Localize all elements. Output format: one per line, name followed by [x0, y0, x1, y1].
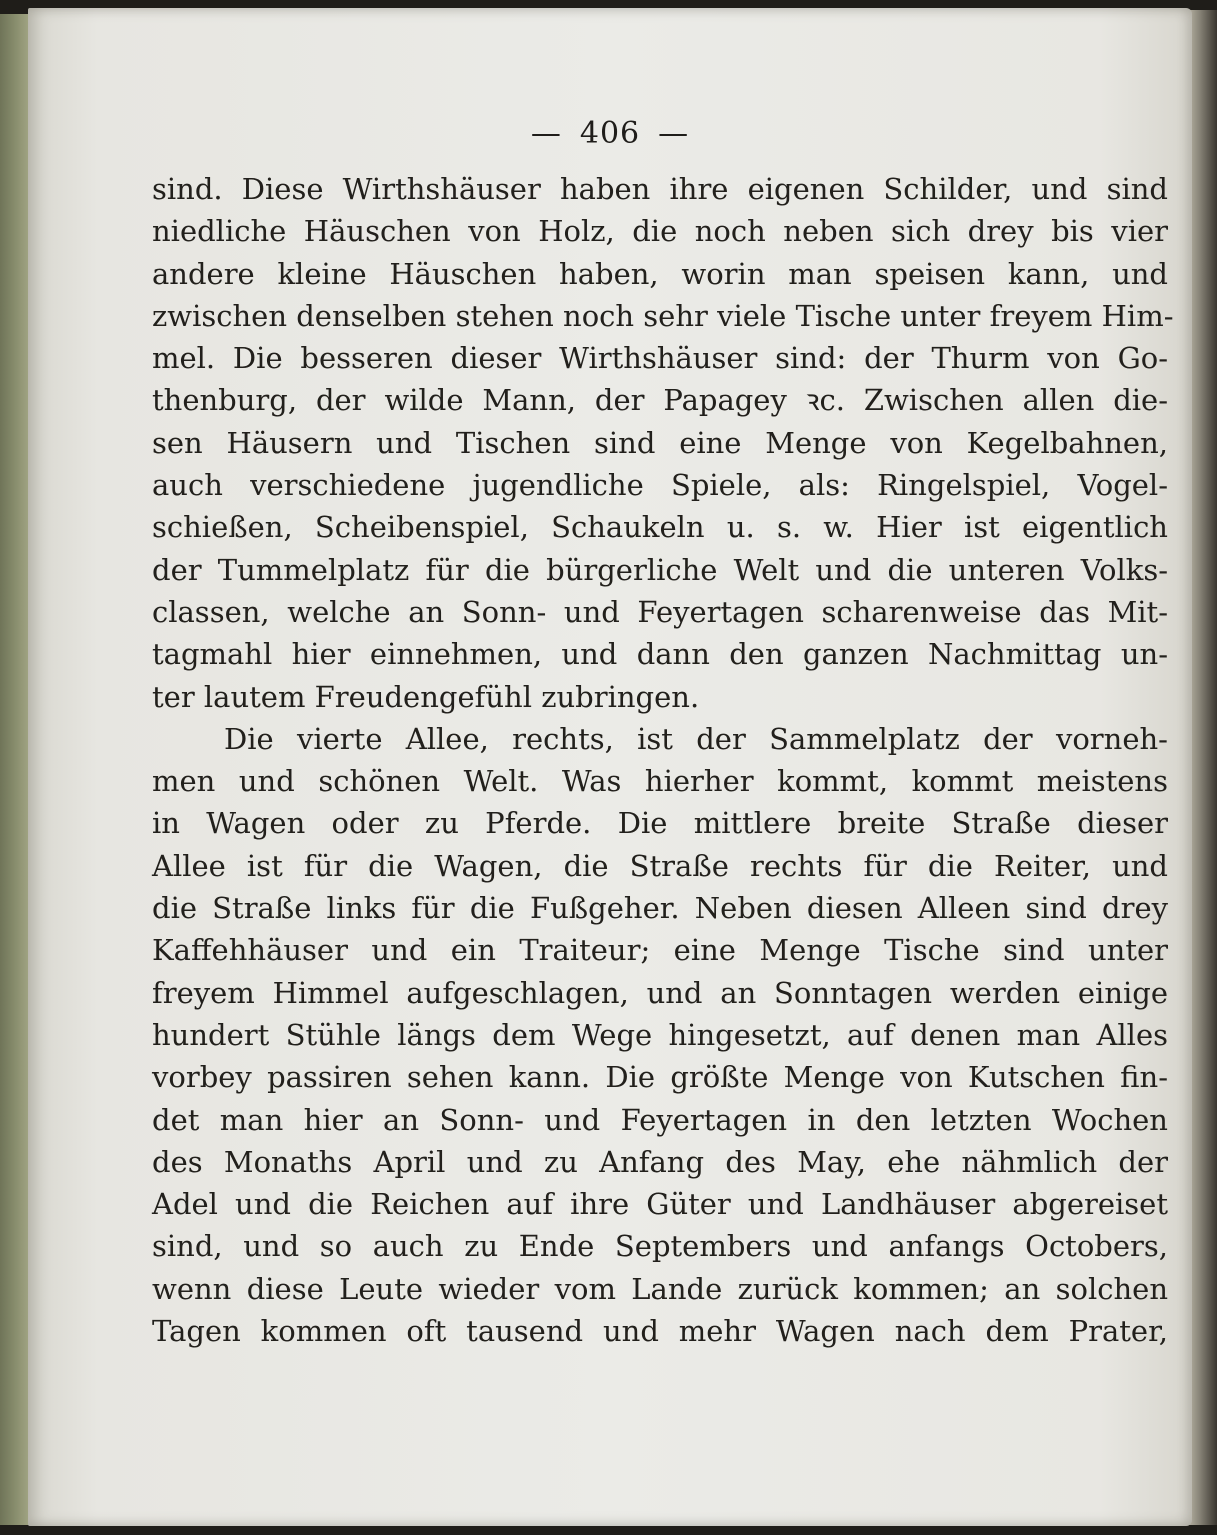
text-line: vorbey passiren sehen kann. Die größte Menge von Kutschen fin- — [152, 1060, 1168, 1095]
text-line: andere kleine Häuschen haben, worin man speisen kann, und — [152, 256, 1168, 291]
text-line: sen Häusern und Tischen sind eine Menge von Kegelbahnen, — [152, 425, 1168, 460]
text-line: ter lautem Freudengefühl zubringen. — [152, 679, 700, 714]
paragraph — [152, 168, 1174, 718]
text-line: sind, und so auch zu Ende Septembers und anfangs Octobers, — [152, 1229, 1168, 1264]
text-line: in Wagen oder zu Pferde. Die mittlere breite Straße dieser — [152, 806, 1168, 841]
text-line: Allee ist für die Wagen, die Straße rechts für die Reiter, und — [152, 848, 1168, 883]
text-line: hundert Stühle längs dem Wege hingesetzt, auf denen man Alles — [152, 1017, 1168, 1052]
text-line: tagmahl hier einnehmen, und dann den ganzen Nachmittag un- — [152, 637, 1168, 672]
text-line: auch verschiedene jugendliche Spiele, als: Ringelspiel, Vogel- — [152, 468, 1168, 503]
page-number — [28, 116, 1192, 151]
body-text — [152, 168, 1174, 1352]
text-line: niedliche Häuschen von Holz, die noch neben sich drey bis vier — [152, 214, 1168, 249]
page-number-dash-right: — — [658, 116, 690, 151]
text-line: die Straße links für die Fußgeher. Neben diesen Alleen sind drey — [152, 891, 1168, 926]
text-line: freyem Himmel aufgeschlagen, und an Sonntagen werden einige — [152, 975, 1168, 1010]
text-line: schießen, Scheibenspiel, Schaukeln u. s. w. Hier ist eigentlich — [152, 510, 1168, 545]
page-sheet — [28, 8, 1192, 1526]
text-line: classen, welche an Sonn- und Feyertagen scharenweise das Mit- — [152, 594, 1168, 629]
text-line: Adel und die Reichen auf ihre Güter und Landhäuser abgereiset — [152, 1187, 1168, 1222]
text-line: der Tummelplatz für die bürgerliche Welt und die unteren Volks- — [152, 552, 1168, 587]
text-line: zwischen denselben stehen noch sehr viele Tische unter freyem Him- — [152, 298, 1174, 333]
text-line: Kaffehhäuser und ein Traiteur; eine Menge Tische sind unter — [152, 933, 1168, 968]
text-line: des Monaths April und zu Anfang des May, ehe nähmlich der — [152, 1144, 1168, 1179]
text-line: Die vierte Allee, rechts, ist der Sammelplatz der vorneh- — [224, 721, 1168, 756]
text-line: det man hier an Sonn- und Feyertagen in den letzten Wochen — [152, 1102, 1168, 1137]
text-line: Tagen kommen oft tausend und mehr Wagen nach dem Prater, — [152, 1314, 1168, 1349]
text-line: wenn diese Leute wieder vom Lande zurück kommen; an solchen — [152, 1271, 1168, 1306]
text-line: thenburg, der wilde Mann, der Papagey ꝛc. Zwischen allen die- — [152, 383, 1168, 418]
text-line: mel. Die besseren dieser Wirthshäuser sind: der Thurm von Go- — [152, 341, 1168, 376]
page-number-dash-left: — — [530, 116, 562, 151]
page-number-value: 406 — [579, 116, 641, 151]
text-line: sind. Diese Wirthshäuser haben ihre eigenen Schilder, und sind — [152, 172, 1168, 206]
paragraph — [152, 718, 1168, 1352]
text-line: men und schönen Welt. Was hierher kommt, kommt meistens — [152, 764, 1168, 799]
